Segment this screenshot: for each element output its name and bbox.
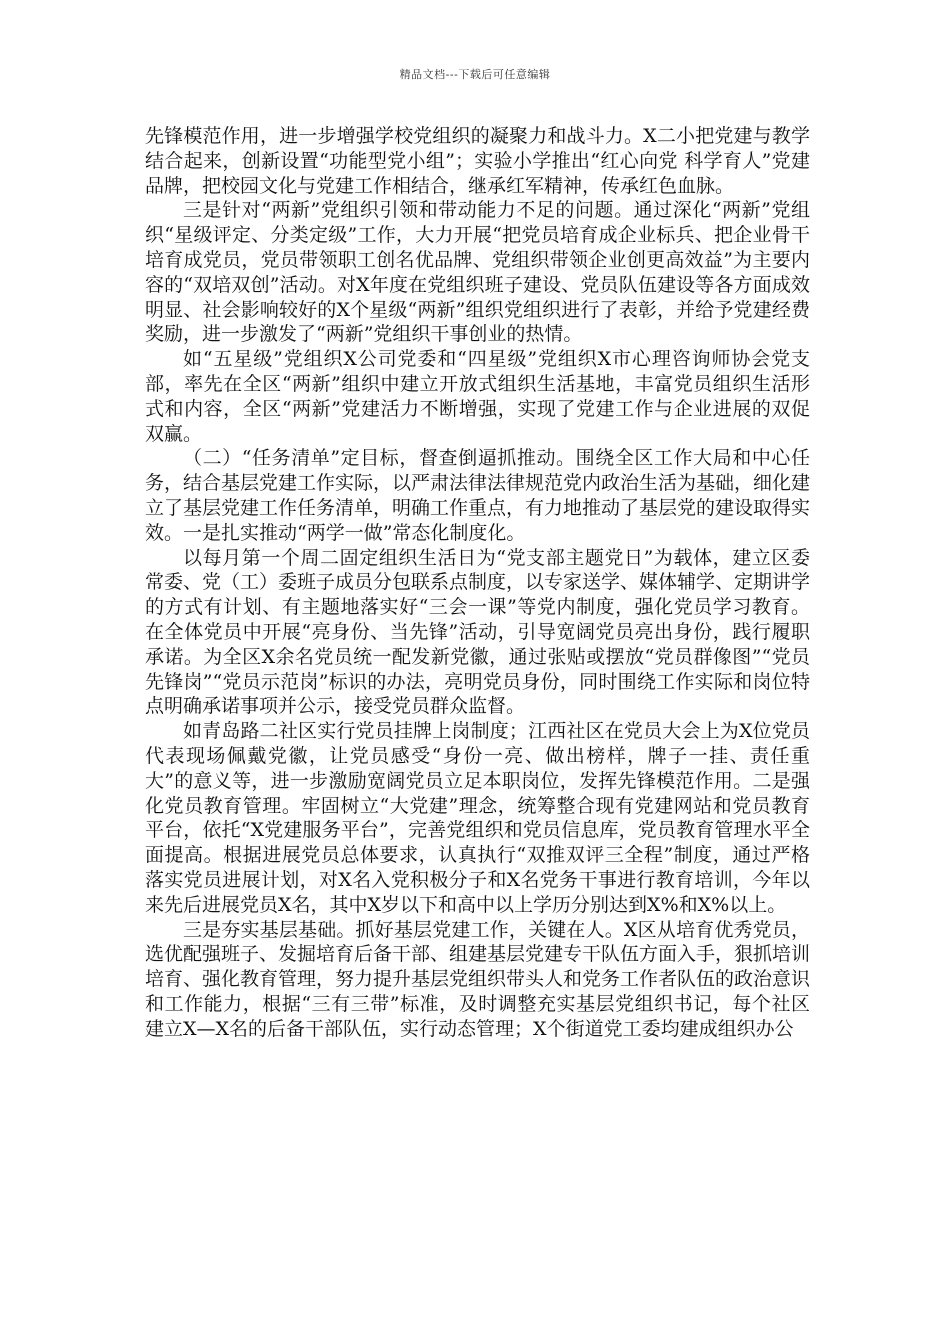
paragraph: 如“五星级”党组织X公司党委和“四星级”党组织X市心理咨询师协会党支部，率先在全区“两新”组织中建立开放式组织生活基地，丰富党员组织生活形式和内容，全区“两新”党建活力不断增强，实现了党建工作与企业进展的双促双赢。 — [145, 348, 810, 445]
paragraph: 三是夯实基层基础。抓好基层党建工作，关键在人。X区从培育优秀党员，选优配强班子、发掘培育后备干部、组建基层党建专干队伍方面入手，狠抓培训培育、强化教育管理，努力提升基层党组织带头人和党务工作者队伍的政治意识和工作能力，根据“三有三带”标准，及时调整充实基层党组织书记，每个社区建立X—X名的后备干部队伍，实行动态管理；X个街道党工委均建成组织办公 — [145, 918, 811, 1040]
paragraph: 三是针对“两新”党组织引领和带动能力不足的问题。通过深化“两新”党组织“星级评定、分类定级”工作，大力开展“把党员培育成企业标兵、把企业骨干培育成党员，党员带领职工创名优品牌、党组织带领企业创更高效益”为主要内容的“双培双创”活动。对X年度在党组织班子建设、党员队伍建设等各方面成效明显、社会影响较好的X个星级“两新”组织党组织进行了表彰，并给予党建经费奖励，进一步激发了“两新”党组织干事创业的热情。 — [145, 199, 810, 346]
paragraph: 如青岛路二社区实行党员挂牌上岗制度；江西社区在党员大会上为X位党员代表现场佩戴党徽，让党员感受“身份一亮、做出榜样，牌子一挂、责任重大”的意义等，进一步激励宽阔党员立足本职岗位，发挥先锋模范作用。二是强化党员教育管理。牢固树立“大党建”理念，统筹整合现有党建网站和党员教育平台，依托“X党建服务平台”，完善党组织和党员信息库，党员教育管理水平全面提高。根据进展党员总体要求，认真执行“双推双评三全程”制度，通过严格落实党员进展计划，对X名入党积极分子和X名党务干事进行教育培训，今年以来先后进展党员X名，其中X岁以下和高中以上学历分别达到X%和X%以上。 — [145, 720, 810, 916]
paragraph: 以每月第一个周二固定组织生活日为“党支部主题党日”为载体，建立区委常委、党（工）委班子成员分包联系点制度，以专家送学、媒体辅学、定期讲学的方式有计划、有主题地落实好“三会一课”等党内制度，强化党员学习教育。在全体党员中开展“亮身份、当先锋”活动，引导宽阔党员亮出身份，践行履职承诺。为全区X余名党员统一配发新党徽，通过张贴或摆放“党员群像图”“党员先锋岗”“党员示范岗”标识的办法，亮明党员身份，同时围绕工作实际和岗位特点明确承诺事项并公示，接受党员群众监督。 — [145, 546, 811, 718]
document-body — [145, 124, 810, 1041]
paragraph: 先锋模范作用，进一步增强学校党组织的凝聚力和战斗力。X二小把党建与教学结合起来，创新设置“功能型党小组”；实验小学推出“红心向党 科学育人”党建品牌，把校园文化与党建工作相结合，继承红军精神，传承红色血脉。 — [145, 125, 810, 197]
paragraph: （二）“任务清单”定目标，督查倒逼抓推动。围绕全区工作大局和中心任务，结合基层党建工作实际，以严肃法律法律规范党内政治生活为基础，细化建立了基层党建工作任务清单，明确工作重点，有力地推动了基层党的建设取得实效。一是扎实推动“两学一做”常态化制度化。 — [145, 447, 811, 544]
page-header: 精品文档---下载后可任意编辑 — [399, 68, 551, 81]
